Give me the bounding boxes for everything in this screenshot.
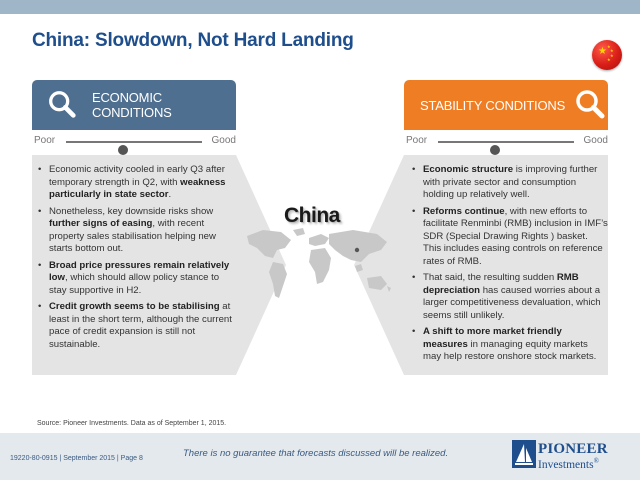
page-info: 19220-80-0915 | September 2015 | Page 8 [10,455,143,462]
china-label: China [284,204,340,227]
economic-scale [32,133,236,151]
bullet-item: • Economic activity cooled in early Q3 after temporary strength in Q2, with weakness particularly in state sector. [38,164,234,202]
bullet-item: • Credit growth seems to be stabilising at least in the short term, although the current pace of credit expansion is still not sustainable. [38,301,234,351]
bullet-item: • That said, the resulting sudden RMB depreciation has caused worries about a larger competitiveness devaluation, which seems still unlikely. [412,272,608,322]
scale-track [438,141,574,143]
scale-poor-label: Poor [34,135,56,146]
stability-conditions-header [404,80,608,130]
china-location-dot [355,248,359,252]
bullet-item: • A shift to more market friendly measures in managing equity markets may help restore onshore stock markets. [412,326,608,364]
scale-good-label: Good [211,135,236,146]
economic-conditions-title: ECONOMIC CONDITIONS [92,90,172,120]
scale-track [66,141,202,143]
bullet-item: • Nonetheless, key downside risks show further signs of easing, with recent property sales stabilisation helping new starts bottom out. [38,206,234,256]
magnifier-icon [46,88,78,122]
stability-scale [404,133,608,151]
scale-good-label: Good [583,135,608,146]
source-note: Source: Pioneer Investments. Data as of September 1, 2015. [37,420,227,427]
bullet-item: • Reforms continue, with new efforts to facilitate Renminbi (RMB) inclusion in IMF’s SDR (Special Drawing Rights ) basket. This includes easing controls on reference rates of RMB. [412,206,608,269]
pioneer-logo-icon [512,440,536,468]
magnifier-icon [573,88,607,122]
bullet-item: • Broad price pressures remain relatively low, which should allow policy stance to stay supportive in H2. [38,260,234,298]
logo-text-investments: Investments® [538,457,599,471]
economic-conditions-header [32,80,236,130]
bullet-item: • Economic structure is improving further with private sector and consumption holding up relatively well. [412,164,608,202]
scale-poor-label: Poor [406,135,428,146]
china-flag-icon: ★ ★ ★ ★ ★ [592,40,622,70]
economic-bullets [38,164,234,355]
disclaimer: There is no guarantee that forecasts discussed will be realized. [183,448,449,459]
logo-text-pioneer: PIONEER [538,441,608,457]
page-title: China: Slowdown, Not Hard Landing [32,30,354,51]
stability-conditions-title: STABILITY CONDITIONS [420,97,566,113]
stability-bullets [412,164,608,368]
world-map [243,226,395,308]
